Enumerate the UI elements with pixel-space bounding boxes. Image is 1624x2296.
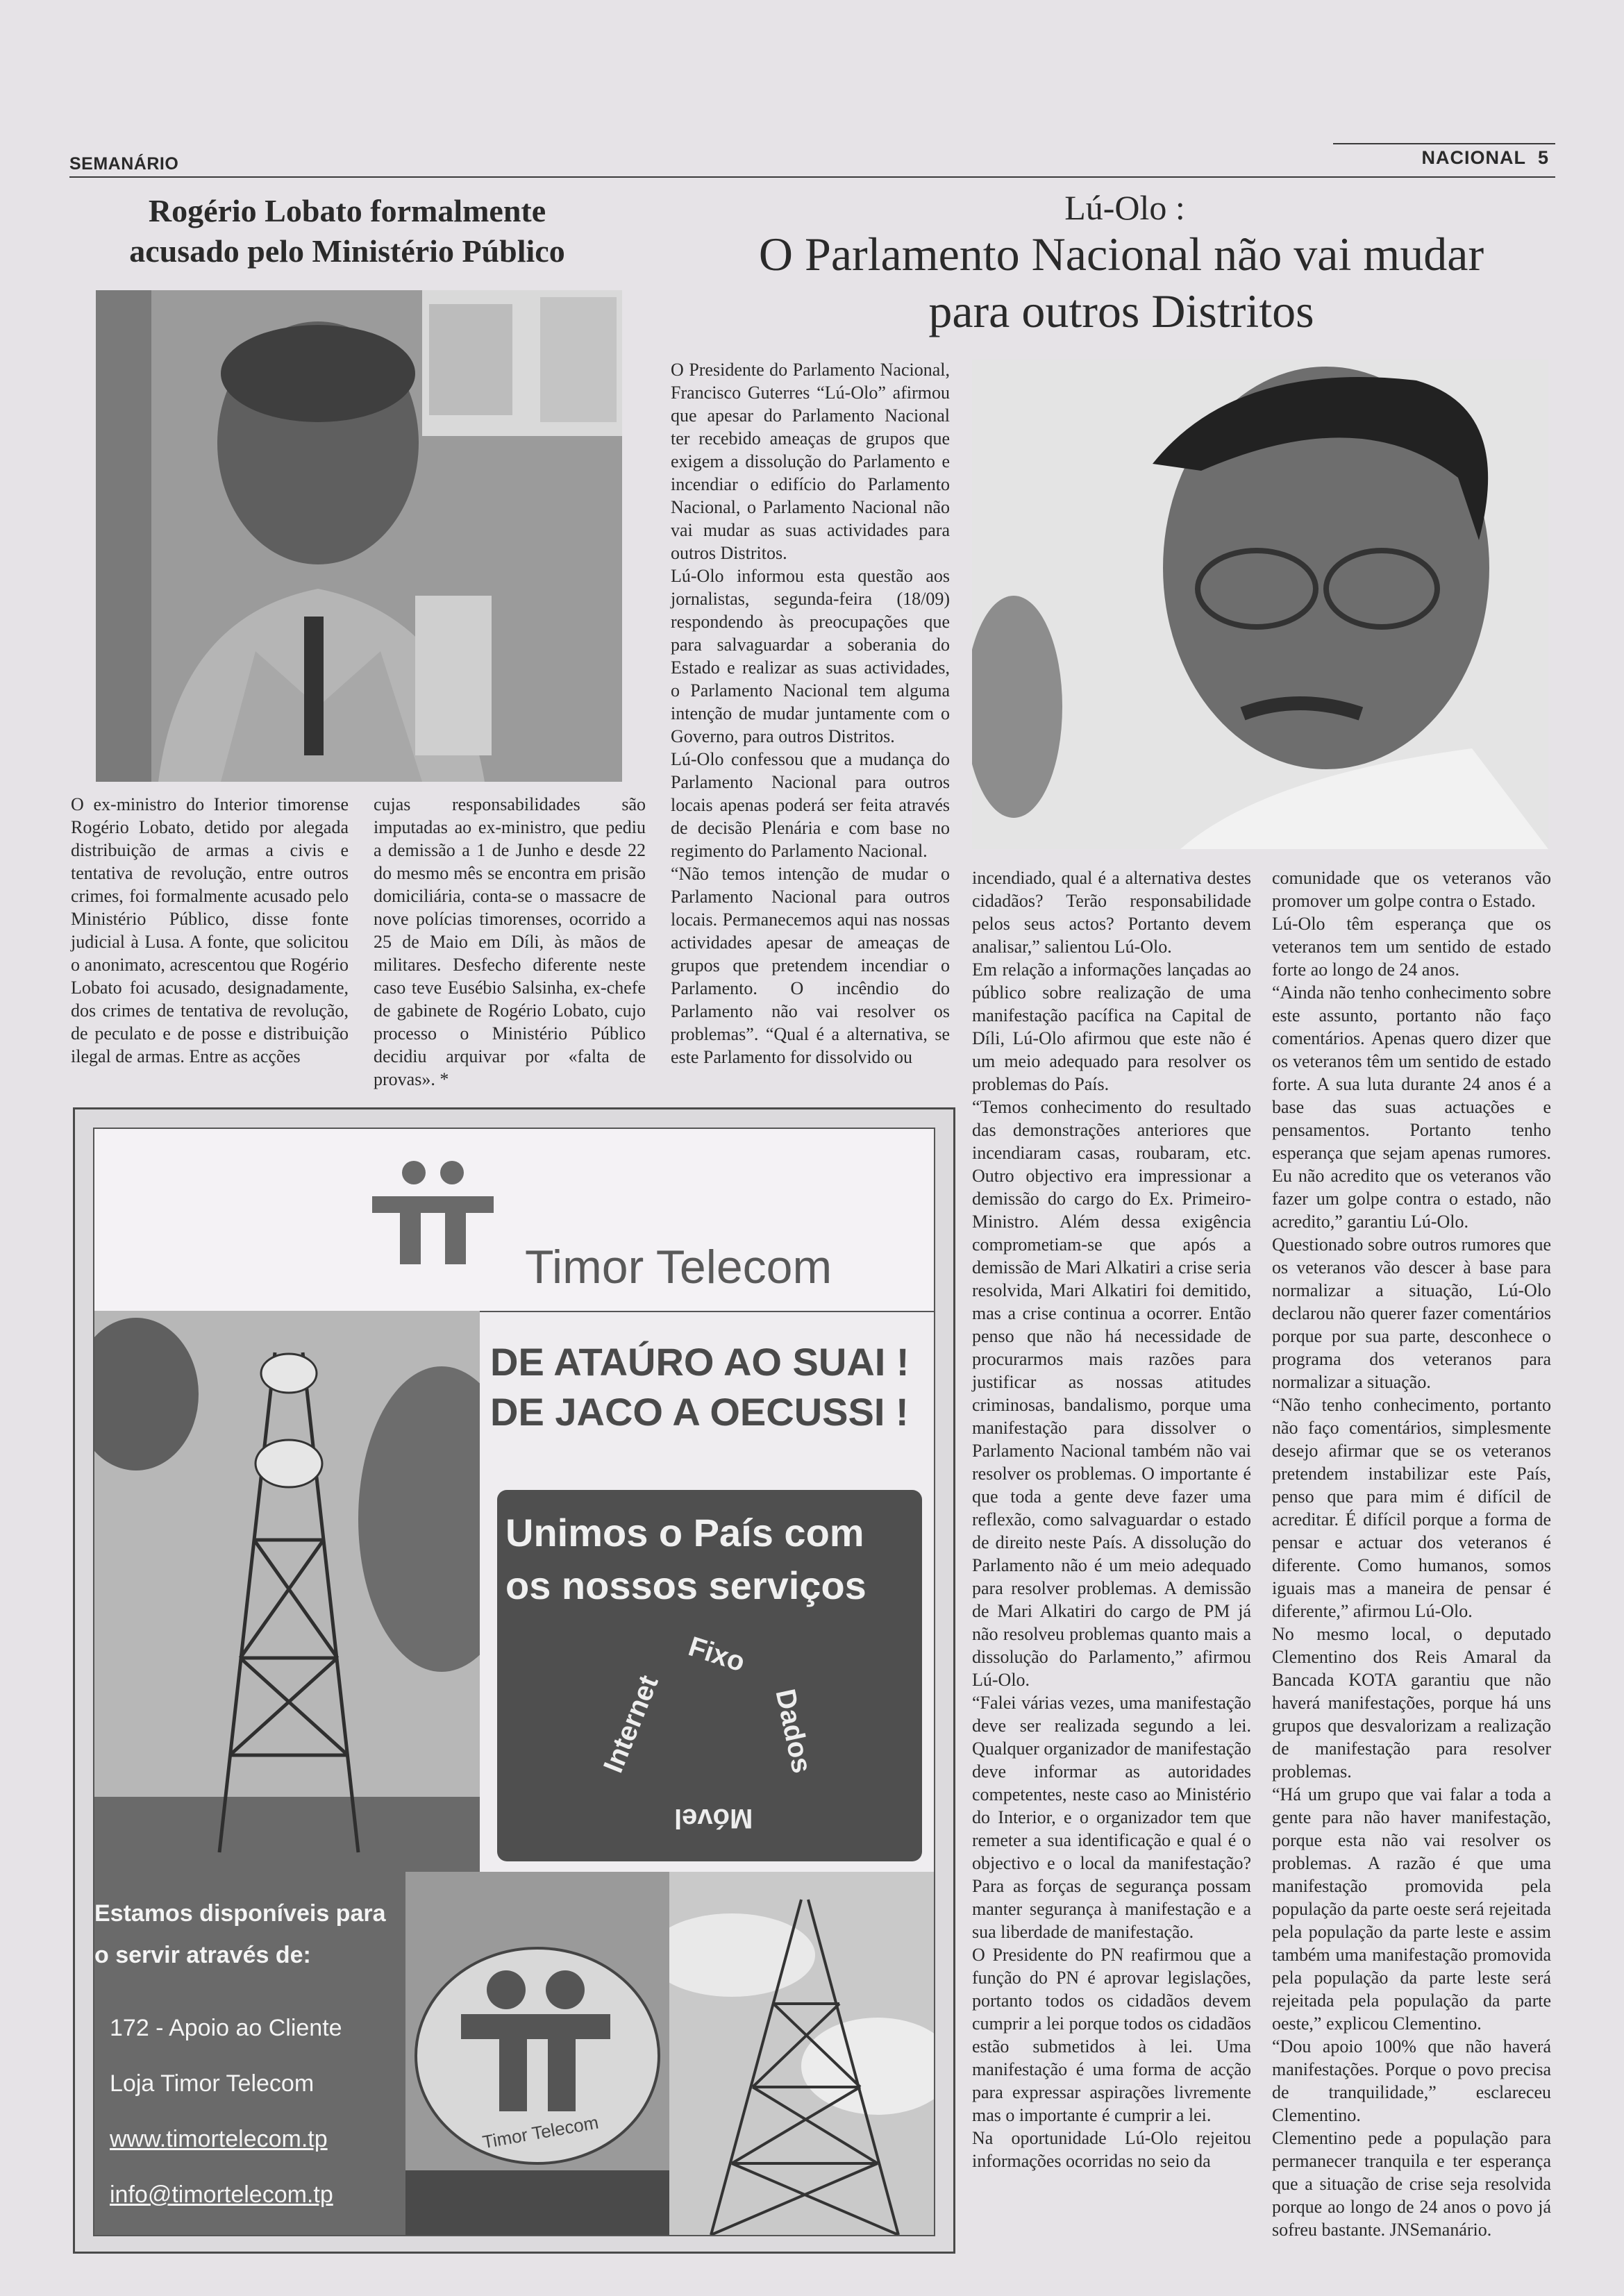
article1-column-1 <box>71 793 349 1068</box>
sign-text: Timor Telecom <box>480 2111 601 2153</box>
article2-paragraph: “Dou apoio 100% que não haverá manifestações. Porque o povo precisa de tranquilidade,” esclareceu Clementino. <box>1272 2036 1551 2125</box>
lu-olo-photo <box>972 360 1548 849</box>
section-label <box>1421 147 1549 169</box>
timor-telecom-logo-icon <box>372 1160 497 1264</box>
brand-name: Timor Telecom <box>525 1241 832 1293</box>
ad-frame <box>93 1128 935 2236</box>
article2-paragraph: Clementino pede a população para permanecer tranquila e ter esperança que a situação de crise seja resolvida porque ao longo de 24 anos o povo já sofreu bastante. JNSemanário. <box>1272 2128 1551 2240</box>
services-wheel <box>598 1631 817 1847</box>
article1-column-2 <box>374 793 646 1091</box>
slogan-line1: DE ATAÚRO AO SUAI ! <box>490 1340 910 1384</box>
article2-paragraph: O Presidente do PN reafirmou que a função do PN é aprovar legislações, portanto todos os cidadãos devem cumprir a lei porque todos os cidadãos estão submetidos à lei. Uma manifestação é uma forma de acção para expressar aspirações livremente mas o importante é cumprir a lei. <box>972 1945 1251 2125</box>
rogerio-lobato-photo <box>96 290 622 782</box>
article2-kicker: Lú-Olo : <box>1064 188 1185 227</box>
tagline-line1: Unimos o País com <box>505 1511 864 1555</box>
article2-paragraph: Lú-Olo têm esperança que os veteranos tem um sentido de estado forte ao longo de 24 anos. <box>1272 914 1551 980</box>
article2-title-line3: para outros Distritos <box>928 285 1314 337</box>
contact-title-line2: o servir através de: <box>94 1942 311 1968</box>
timor-telecom-advertisement <box>73 1107 955 2254</box>
service-movel: Móvel <box>674 1803 753 1834</box>
article2-paragraph: incendiado, qual é a alternativa destes cidadãos? Terão responsabilidade pelos seus actos? Portanto devem analisar,” salientou Lú-Olo. <box>972 868 1251 957</box>
article2-paragraph: “Não temos intenção de mudar o Parlamento Nacional para outros locais. Permanecemos aqui nas nossas actividades apesar de ameaças de grupos que pretendem incendiar o Parlamento. O incêndio do Parlamento não vai resolver os problemas”. “Qual é a alternativa, se este Parlamento for dissolvido ou <box>671 864 950 1067</box>
section-name: NACIONAL <box>1421 147 1526 168</box>
article1-title <box>69 191 625 271</box>
page-number: 5 <box>1537 147 1549 168</box>
article2-paragraph: Lú-Olo confessou que a mudança do Parlamento Nacional para outros locais apenas poderá ser feita através de decisão Plenária e com base no regimento do Parlamento Nacional. <box>671 749 950 861</box>
article2-paragraph: comunidade que os veteranos vão promover um golpe contra o Estado. <box>1272 868 1551 911</box>
publication-name: SEMANÁRIO <box>69 154 179 174</box>
article2-column-2 <box>972 866 1251 2172</box>
tower-photo <box>94 1311 480 1872</box>
service-internet: Internet <box>598 1671 664 1777</box>
contact-email-link[interactable]: info@timortelecom.tp <box>110 2181 333 2208</box>
ad-logo-panel <box>94 1129 934 1312</box>
contact-title-line1: Estamos disponíveis para <box>94 1900 386 1927</box>
contact-panel <box>94 1872 405 2235</box>
service-fixo: Fixo <box>685 1631 749 1678</box>
article2-paragraph: Na oportunidade Lú-Olo rejeitou informações ocorridas no seio da <box>972 2128 1251 2171</box>
tagline-line2: os nossos serviços <box>505 1564 867 1607</box>
service-dados: Dados <box>769 1686 817 1776</box>
article1-paragraph: O ex-ministro do Interior timorense Rogério Lobato, detido por alegada distribuição de armas a civis e tentativa de revolução, entre outros crimes, foi formalmente acusado pelo Ministério Público, disse fonte judicial à Lusa. A fonte, que solicitou o anonimato, acrescentou que Rogério Lobato foi acusado, designadamente, dos crimes de tentativa de revolução, de peculato e de posse e distribuição ilegal de armas. Entre as acções <box>71 794 349 1066</box>
article2-paragraph: No mesmo local, o deputado Clementino dos Reis Amaral da Bancada KOTA garantiu que não haverá manifestações, porque há uns grupos que desvalorizam a realização de manifestação para resolver problemas. <box>1272 1624 1551 1782</box>
lattice-tower-photo <box>669 1872 934 2235</box>
article1-paragraph: cujas responsabilidades são imputadas ao ex-ministro, que pediu a demissão a 1 de Junho e desde 22 do mesmo mês se encontra em prisão domiciliária, conta-se o massacre de nove polícias timorenses, ocorrido a 25 de Maio em Díli, às mãos de militares. Desfecho diferente neste caso teve Eusébio Salsinha, ex-chefe de gabinete de Rogério Lobato, cujo processo o Ministério Público decidiu arquivar por «falta de provas». * <box>374 794 646 1089</box>
contact-store: Loja Timor Telecom <box>110 2070 315 2097</box>
article2-paragraph: Questionado sobre outros rumores que os veteranos vão descer à base para normalizar a situação, Lú-Olo declarou não querer fazer comentários porque por sua parte, desconhece o programa dos veteranos para normalizar a situação. <box>1272 1234 1551 1392</box>
article2-paragraph: “Falei várias vezes, uma manifestação deve ser realizada segundo a lei. Qualquer organizador de manifestação deve informar as autoridades competentes, neste caso ao Ministério do Interior, e o organizador tem que remeter a sua identificação e qual é o objectivo e o local da manifestação? Para as forças de segurança possam manter segurança à manifestação e a sua liberdade de manifestação. <box>972 1693 1251 1942</box>
ad-slogan <box>490 1337 910 1437</box>
services-panel <box>497 1490 922 1861</box>
article2-paragraph: Em relação a informações lançadas ao público sobre realização de uma manifestação pacífica na Capital de Díli, Lú-Olo afirmou que este não é um meio adequado para resolver os problemas do País. <box>972 960 1251 1094</box>
services-tagline <box>505 1507 922 1612</box>
contact-list <box>110 2000 342 2222</box>
article2-paragraph: “Ainda não tenho conhecimento sobre este assunto, portanto não faço comentários. Apenas quero dizer que os veteranos têm um sentido de estado forte. A sua luta durante 24 anos é a base das suas actuações e pensamentos. Portanto tenho esperança que sejam apenas rumores. Eu não acredito que os veteranos vão fazer um golpe contra o estado, não acredito,” garantiu Lú-Olo. <box>1272 982 1551 1232</box>
article1-title-line2: acusado pelo Ministério Público <box>129 233 565 269</box>
article2-paragraph: O Presidente do Parlamento Nacional, Francisco Guterres “Lú-Olo” afirmou que apesar do Parlamento Nacional ter recebido ameaças de grupos que exigem a dissolução do Parlamento e incendiar o edifício do Parlamento Nacional, o Parlamento Nacional não vai mudar as suas actividades para outros Distritos. <box>671 360 950 563</box>
article2-paragraph: “Temos conhecimento do resultado das demonstrações anteriores que incendiaram casas, roubaram, etc. Outro objectivo era impressionar a demissão do cargo do Ex. Primeiro-Ministro. Além dessa exigência comprometiam-se que após a demissão de Mari Alkatiri a crise seria resolvida, Mari Alkatiri foi demitido, mas a crise continua a ocorrer. Então penso que não há necessidade de procurarmos mais razões para justificar as nossas atitudes criminosas, bandalismo, porque uma manifestação para dissolver o Parlamento Nacional também não vai resolver os problemas. O importante é que toda a gente deve fazer uma reflexão, como salvaguardar o estado de direito neste País. A dissolução do Parlamento não é um meio adequado para resolver problemas. A demissão de Mari Alkatiri do cargo de PM já não resolveu problemas quanto mais a dissolução do Parlamento,” afirmou Lú-Olo. <box>972 1097 1251 1690</box>
article2-column-1 <box>671 358 950 1069</box>
contact-phone: 172 - Apoio ao Cliente <box>110 2015 342 2041</box>
article2-title-line2: O Parlamento Nacional não vai mudar <box>758 228 1484 280</box>
article2-paragraph: Lú-Olo informou esta questão aos jornalistas, segunda-feira (18/09) respondendo às preocupações que para salvaguardar a soberania do Estado e realizar as suas actividades, o Parlamento Nacional tem alguma intenção de mudar juntamente com o Governo, para outros Distritos. <box>671 566 950 746</box>
slogan-line2: DE JACO A OECUSSI ! <box>490 1390 909 1434</box>
article2-column-3 <box>1272 866 1551 2241</box>
article2-paragraph: “Não tenho conhecimento, portanto não faço comentários, simplesmente desejo afirmar que se os veteranos pretendem instabilizar este País, penso que para mim é difícil de acreditar. É difícil porque a forma de pensar e actuar dos veteranos é diferente. Como humanos, somos iguais mas a maneira de pensar é diferente,” afirmou Lú-Olo. <box>1272 1395 1551 1621</box>
article2-paragraph: “Há um grupo que vai falar a toda a gente para não haver manifestação, porque esta não vai resolver os problemas. A razão é que uma manifestação promovida pela população da parte oeste será rejeitada pela população da parte leste e assim também uma manifestação promovida pela população da parte leste será rejeitada pela população da parte oeste,” explicou Clementino. <box>1272 1784 1551 2034</box>
contact-title <box>94 1893 405 1976</box>
article1-title-line1: Rogério Lobato formalmente <box>148 193 546 228</box>
contact-website-link[interactable]: www.timortelecom.tp <box>110 2126 328 2152</box>
article2-title <box>687 226 1555 340</box>
sign-photo <box>405 1872 669 2235</box>
